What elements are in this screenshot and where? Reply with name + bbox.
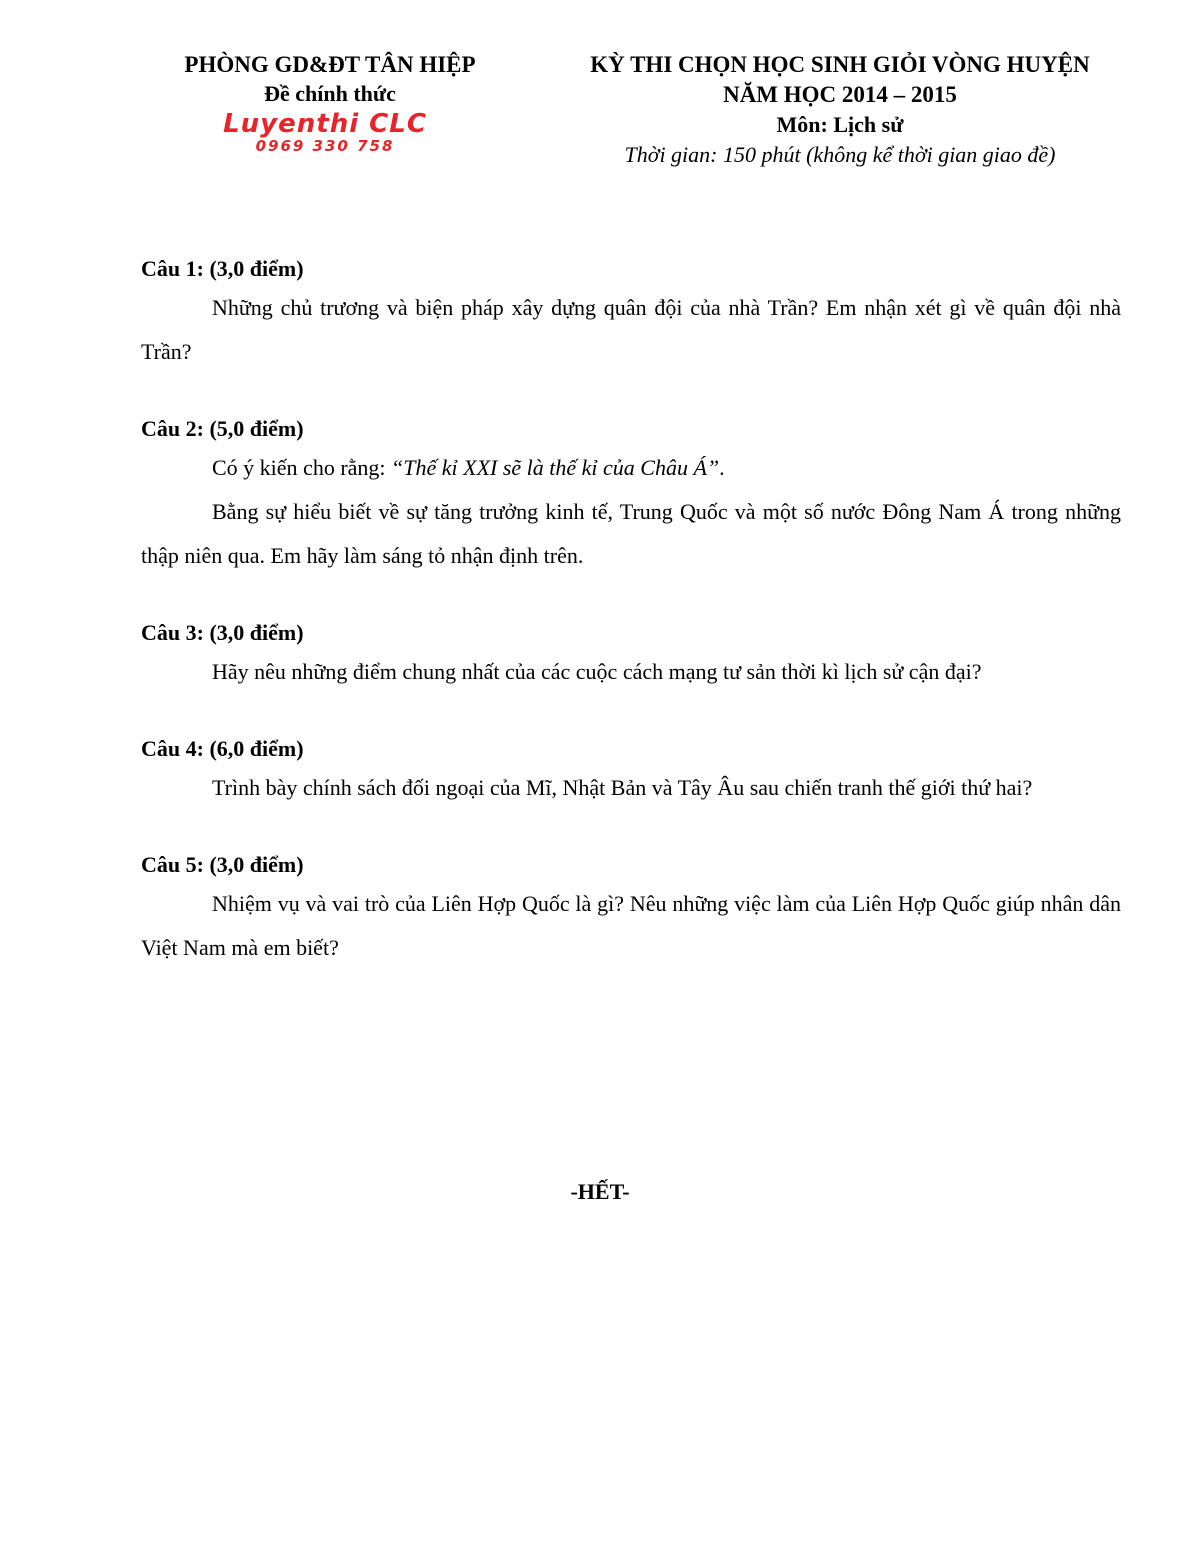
exam-title: KỲ THI CHỌN HỌC SINH GIỎI VÒNG HUYỆN — [590, 52, 1090, 77]
question-1 — [141, 252, 1121, 374]
question-4 — [141, 732, 1121, 810]
department-name: PHÒNG GD&ĐT TÂN HIỆP — [184, 52, 476, 77]
question-5 — [141, 848, 1121, 970]
question-quote: “Thế kỉ XXI sẽ là thế kỉ của Châu Á” — [391, 455, 720, 480]
question-title: Câu 3: (3,0 điểm) — [141, 620, 304, 645]
question-title: Câu 1: (3,0 điểm) — [141, 256, 304, 281]
question-3 — [141, 616, 1121, 694]
questions-list — [141, 252, 1121, 1008]
question-2 — [141, 412, 1121, 578]
header-right — [560, 50, 1120, 170]
watermark-name: Luyenthi CLC — [223, 109, 427, 139]
question-title: Câu 2: (5,0 điểm) — [141, 416, 304, 441]
question-title: Câu 4: (6,0 điểm) — [141, 736, 304, 761]
question-title: Câu 5: (3,0 điểm) — [141, 852, 304, 877]
question-text: Nhiệm vụ và vai trò của Liên Hợp Quốc là gì? Nêu những việc làm của Liên Hợp Quốc giúp nhân dân Việt Nam mà em biết? — [141, 891, 1121, 960]
watermark-phone: 0969 330 758 — [255, 137, 395, 155]
subject: Môn: Lịch sử — [776, 112, 904, 137]
end-mark: -HẾT- — [570, 1179, 630, 1204]
time-limit: Thời gian: 150 phút (không kể thời gian giao đề) — [624, 142, 1056, 167]
header-left — [150, 50, 510, 154]
school-year: NĂM HỌC 2014 – 2015 — [723, 82, 957, 107]
question-text-suffix: . — [719, 455, 725, 480]
question-text — [141, 446, 1121, 490]
question-text: Hãy nêu những điểm chung nhất của các cuộc cách mạng tư sản thời kì lịch sử cận đại? — [212, 659, 982, 684]
question-text-2: Bằng sự hiểu biết về sự tăng trưởng kinh tế, Trung Quốc và một số nước Đông Nam Á trong những thập niên qua. Em hãy làm sáng tỏ nhận định trên. — [141, 499, 1121, 568]
question-text: Những chủ trương và biện pháp xây dựng quân đội của nhà Trần? Em nhận xét gì về quân đội nhà Trần? — [141, 295, 1121, 364]
question-text: Trình bày chính sách đối ngoại của Mĩ, Nhật Bản và Tây Âu sau chiến tranh thế giới thứ hai? — [212, 775, 1033, 800]
official-label: Đề chính thức — [264, 81, 396, 106]
question-text-prefix: Có ý kiến cho rằng: — [212, 455, 392, 480]
